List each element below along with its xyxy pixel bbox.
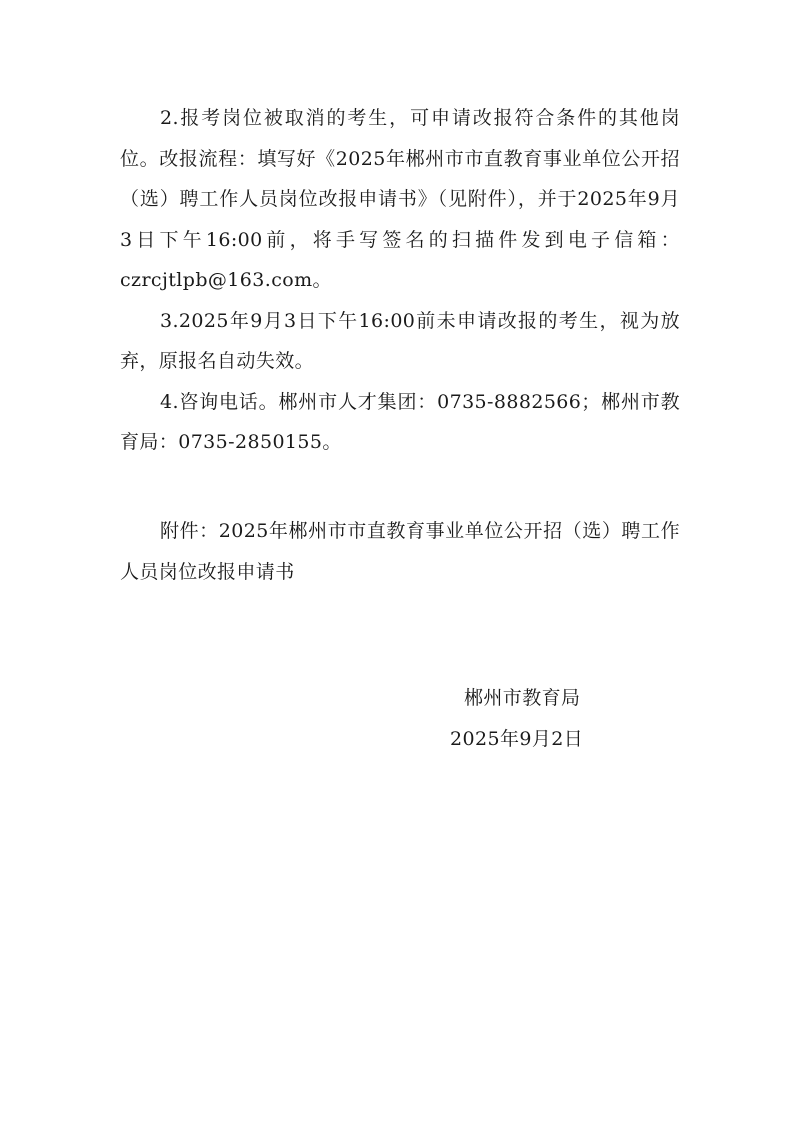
issue-date: 2025年9月2日 [450, 727, 584, 750]
issuing-organization: 郴州市教育局 [464, 687, 581, 709]
attachment-note: 附件：2025年郴州市市直教育事业单位公开招（选）聘工作人员岗位改报申请书 [120, 520, 680, 583]
signature-block [440, 678, 620, 759]
notice-body [120, 98, 680, 463]
paragraph-post-change: 2.报考岗位被取消的考生，可申请改报符合条件的其他岗位。改报流程：填写好《2025年郴州市市直教育事业单位公开招（选）聘工作人员岗位改报申请书》（见附件），并于2025年9月3日下午16:00前，将手写签名的扫描件发到电子信箱：czrcjtlpb@163.com。 [120, 107, 680, 291]
paragraph-deadline: 3.2025年9月3日下午16:00前未申请改报的考生，视为放弃，原报名自动失效。 [120, 309, 680, 372]
paragraph-contact: 4.咨询电话。郴州市人才集团：0735-8882566；郴州市教育局：0735-2850155。 [120, 390, 680, 453]
